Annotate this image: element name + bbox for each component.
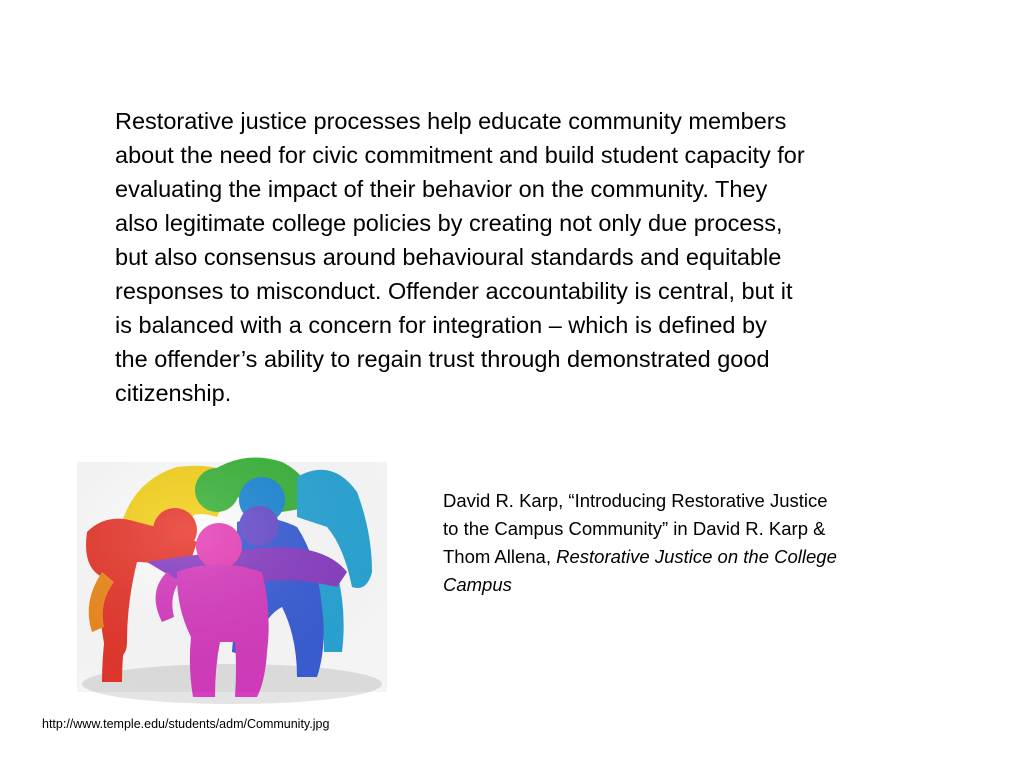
quote-line: evaluating the impact of their behavior on the community. They [115,176,768,202]
image-source-url: http://www.temple.edu/students/adm/Community.jpg [42,717,330,731]
community-image [47,422,409,712]
citation-author: Thom Allena, [443,546,557,567]
citation-line: to the Campus Community” in David R. Karp & [443,518,826,539]
quote-line: is balanced with a concern for integration – which is defined by [115,312,767,338]
people-circle-icon [47,422,409,712]
citation-line: David R. Karp, “Introducing Restorative Justice [443,490,828,511]
quote-text [115,104,965,410]
quote-line: but also consensus around behavioural standards and equitable [115,244,782,270]
quote-line: also legitimate college policies by creating not only due process, [115,210,783,236]
citation-book-title-cont: Campus [443,574,512,595]
citation-line [443,543,963,571]
quote-line: responses to misconduct. Offender accountability is central, but it [115,278,793,304]
quote-line: the offender’s ability to regain trust through demonstrated good [115,346,770,372]
citation-book-title: Restorative Justice on the College [556,546,837,567]
citation [443,487,963,599]
quote-line: Restorative justice processes help educate community members [115,108,787,134]
quote-line: about the need for civic commitment and build student capacity for [115,142,805,168]
quote-line: citizenship. [115,380,232,406]
citation-line [443,571,963,599]
